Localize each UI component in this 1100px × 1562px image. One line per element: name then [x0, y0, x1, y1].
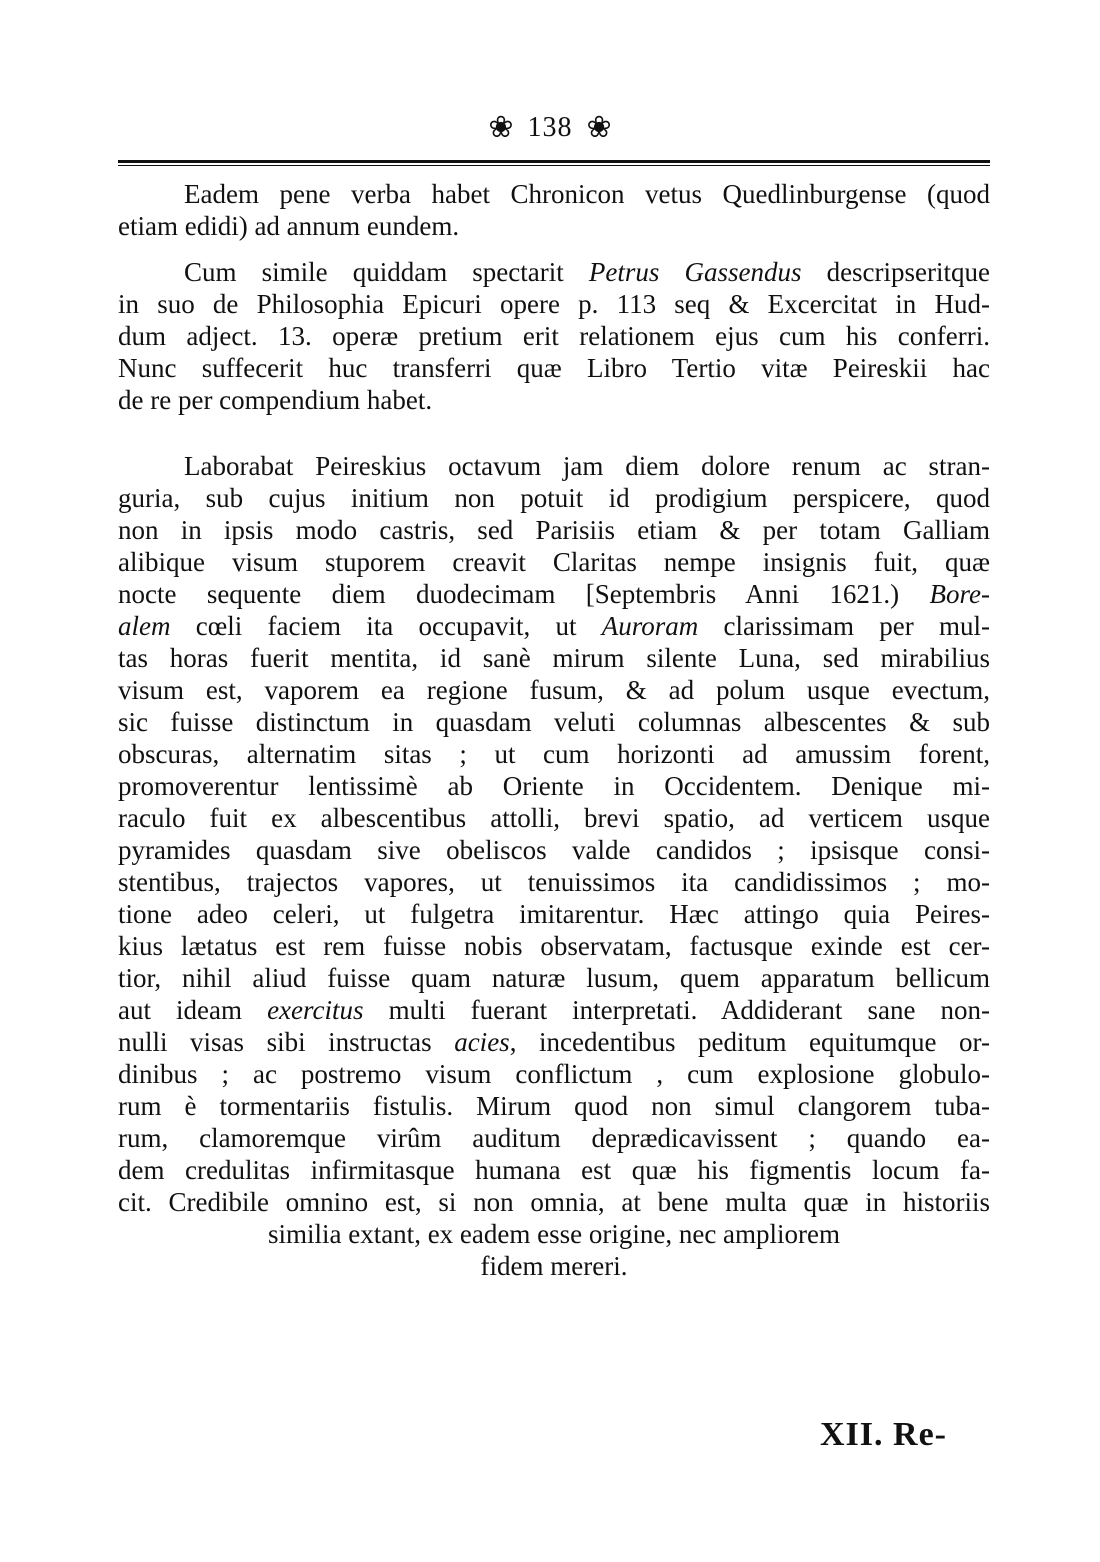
text-line: fidem mereri.: [480, 1251, 628, 1281]
text-run: cœli faciem ita occupavit, ut: [170, 611, 602, 641]
text-line: Laborabat Peireskius octavum jam diem dolore renum ac stran-: [184, 451, 990, 481]
text-line: [118, 578, 990, 610]
text-run: Cum simile quiddam spectarit: [184, 257, 589, 287]
text-line: kius lætatus est rem fuisse nobis observatam, factusque exinde est cer-: [118, 931, 990, 961]
flower-ornament-icon: ❀: [586, 111, 612, 144]
text-line: [118, 610, 990, 642]
text-line: obscuras, alternatim sitas ; ut cum horizonti ad amussim forent,: [118, 739, 990, 769]
text-line: pyramides quasdam sive obeliscos valde candidos ; ipsisque consi-: [118, 835, 990, 865]
text-line: dem credulitas infirmitasque humana est quæ his figmentis locum fa-: [118, 1155, 990, 1185]
text-line: sic fuisse distinctum in quasdam veluti columnas albescentes & sub: [118, 707, 990, 737]
text-run: nocte sequente diem duodecimam [Septembris Anni 1621.): [118, 579, 930, 609]
italic-name: Petrus Gassendus: [588, 257, 802, 287]
italic-word: acies: [454, 1027, 510, 1057]
text-line: alibique visum stuporem creavit Claritas nempe insignis fuit, quæ: [118, 547, 990, 577]
text-line: de re per compendium habet.: [118, 385, 433, 415]
text-line: tione adeo celeri, ut fulgetra imitarentur. Hæc attingo quia Peires-: [118, 899, 990, 929]
text-line: Nunc suffecerit huc transferri quæ Libro Tertio vitæ Peireskii hac: [118, 353, 990, 383]
text-line: etiam edidi) ad annum eundem.: [118, 211, 460, 241]
text-line: [118, 1026, 990, 1058]
paragraph-1: [118, 178, 990, 242]
running-header: [0, 112, 1100, 144]
text-line: tas horas fuerit mentita, id sanè mirum silente Luna, sed mirabilius: [118, 643, 990, 673]
text-run: aut ideam: [118, 995, 268, 1025]
text-line: [118, 256, 990, 288]
text-line: raculo fuit ex albescentibus attolli, brevi spatio, ad verticem usque: [118, 803, 990, 833]
header-rule: [118, 160, 990, 166]
text-line: visum est, vaporem ea regione fusum, & ad polum usque evectum,: [118, 675, 990, 705]
text-line: dum adject. 13. operæ pretium erit relationem ejus cum his conferri.: [118, 321, 990, 351]
page-number: 138: [527, 112, 573, 143]
text-line: rum, clamoremque virûm auditum deprædicavissent ; quando ea-: [118, 1123, 990, 1153]
italic-word: Bore-: [929, 579, 990, 609]
text-line: non in ipsis modo castris, sed Parisiis etiam & per totam Galliam: [118, 515, 990, 545]
text-line: [118, 994, 990, 1026]
italic-word: Auroram: [601, 611, 699, 641]
text-run: nulli visas sibi instructas: [118, 1027, 455, 1057]
text-run: clarissimam per mul-: [698, 611, 990, 641]
italic-word: exercitus: [267, 995, 364, 1025]
text-line: tior, nihil aliud fuisse quam naturæ lusum, quem apparatum bellicum: [118, 963, 990, 993]
catchword: XII. Re-: [820, 1416, 947, 1453]
text-line: in suo de Philosophia Epicuri opere p. 113 seq & Excercitat in Hud-: [118, 289, 990, 319]
text-line: similia extant, ex eadem esse origine, nec ampliorem: [267, 1219, 841, 1249]
flower-ornament-icon: ❀: [488, 111, 514, 144]
text-line: Eadem pene verba habet Chronicon vetus Quedlinburgense (quod: [184, 179, 990, 209]
text-line: promoverentur lentissimè ab Oriente in Occidentem. Denique mi-: [118, 771, 990, 801]
text-run: , incedentibus peditum equitumque or-: [509, 1027, 990, 1057]
paragraph-3: [118, 450, 990, 1282]
paragraph-2: [118, 256, 990, 416]
text-line: stentibus, trajectos vapores, ut tenuissimos ita candidissimos ; mo-: [118, 867, 990, 897]
text-line: rum è tormentariis fistulis. Mirum quod non simul clangorem tuba-: [118, 1091, 990, 1121]
text-line: guria, sub cujus initium non potuit id prodigium perspicere, quod: [118, 483, 990, 513]
text-line: dinibus ; ac postremo visum conflictum , cum explosione globulo-: [118, 1059, 990, 1089]
text-run: descripseritque: [801, 257, 991, 287]
text-line: cit. Credibile omnino est, si non omnia, at bene multa quæ in historiis: [118, 1187, 990, 1217]
text-run: multi fuerant interpretati. Addiderant sane non-: [363, 995, 990, 1025]
italic-word: alem: [118, 611, 171, 641]
